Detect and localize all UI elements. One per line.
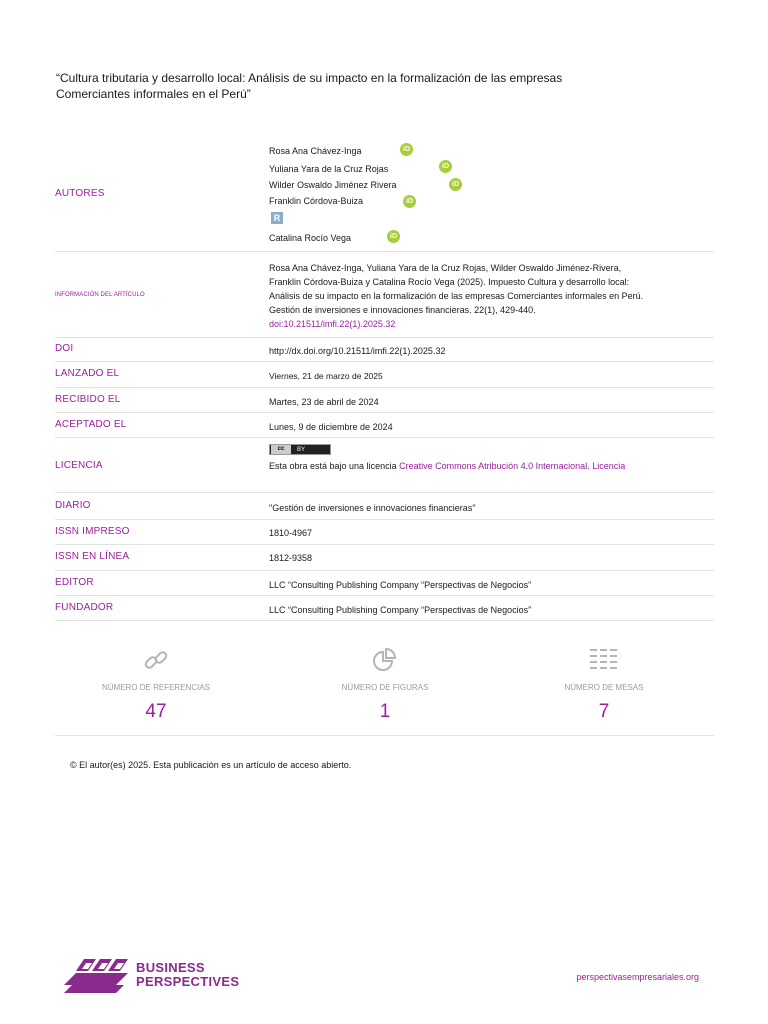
- accepted-value: Lunes, 9 de diciembre de 2024: [269, 422, 393, 432]
- doi-value[interactable]: http://dx.doi.org/10.21511/imfi.22(1).2025.32: [269, 346, 446, 356]
- issn-online-value: 1812-9358: [269, 553, 313, 563]
- author-name[interactable]: Franklin Córdova-Buiza: [269, 196, 364, 206]
- accepted-row: [55, 413, 714, 438]
- orcid-icon[interactable]: iD: [400, 143, 413, 156]
- issn-print-label: ISSN IMPRESO: [55, 526, 130, 537]
- citation-text: [269, 261, 649, 331]
- received-label: RECIBIDO EL: [55, 394, 121, 405]
- founder-value: LLC “Consulting Publishing Company “Perspectivas de Negocios”: [269, 605, 532, 615]
- pie-chart-icon: [371, 646, 399, 674]
- article-stats: [55, 640, 714, 736]
- released-row: [55, 362, 714, 388]
- orcid-icon[interactable]: iD: [403, 195, 416, 208]
- brand-name: [136, 961, 239, 989]
- author-name[interactable]: Catalina Rocío Vega: [269, 233, 352, 243]
- link-icon: [142, 646, 170, 674]
- issn-print-row: [55, 520, 714, 545]
- cc-by-badge[interactable]: [269, 444, 331, 455]
- doi-label: DOI: [55, 343, 74, 354]
- copyright-notice: © El autor(es) 2025. Esta publicación es un artículo de acceso abierto.: [70, 760, 352, 770]
- issn-online-row: [55, 545, 714, 571]
- publisher-row: [55, 571, 714, 596]
- figures-count: 1: [379, 701, 391, 722]
- publisher-label: EDITOR: [55, 577, 94, 588]
- license-link[interactable]: Creative Commons Atribución 4.0 Internacional. Licencia: [399, 461, 626, 471]
- license-row: [55, 438, 714, 493]
- founder-label: FUNDADOR: [55, 602, 114, 613]
- references-label: NÚMERO DE REFERENCIAS: [101, 683, 210, 692]
- founder-row: [55, 596, 714, 621]
- released-label: LANZADO EL: [55, 368, 120, 379]
- issn-print-value: 1810-4967: [269, 528, 313, 538]
- journal-value: "Gestión de inversiones e innovaciones financieras": [269, 503, 476, 513]
- author-name[interactable]: Wilder Oswaldo Jiménez Rivera: [269, 180, 397, 190]
- brand-line-1: BUSINESS: [136, 960, 205, 975]
- orcid-icon[interactable]: iD: [439, 160, 452, 173]
- issn-online-label: ISSN EN LÍNEA: [55, 551, 130, 562]
- authors-label: AUTORES: [55, 188, 105, 199]
- license-label: LICENCIA: [55, 460, 103, 471]
- accepted-label: ACEPTADO EL: [55, 419, 127, 430]
- received-row: [55, 388, 714, 413]
- citation-doi-link[interactable]: doi:10.21511/imfi.22(1).2025.32: [269, 319, 396, 329]
- tables-label: NÚMERO DE MESAS: [564, 683, 644, 692]
- references-count: 47: [145, 701, 167, 722]
- stat-tables: [504, 640, 704, 723]
- table-icon: [589, 646, 619, 674]
- orcid-icon[interactable]: iD: [449, 178, 462, 191]
- stat-references: [56, 640, 256, 723]
- doi-row: [55, 338, 714, 362]
- license-text: [269, 459, 649, 473]
- authors-row: [55, 140, 714, 252]
- article-info-row: [55, 252, 714, 338]
- tables-count: 7: [598, 701, 610, 722]
- figures-label: NÚMERO DE FIGURAS: [341, 683, 429, 692]
- brand-line-2: PERSPECTIVES: [136, 974, 240, 989]
- author-name[interactable]: Yuliana Yara de la Cruz Rojas: [269, 164, 389, 174]
- author-name[interactable]: Rosa Ana Chávez-Inga: [269, 146, 362, 156]
- citation-body: Rosa Ana Chávez-Inga, Yuliana Yara de la Cruz Rojas, Wilder Oswaldo Jiménez-Rivera, Franklin Córdova-Buiza y Catalina Rocío Vega (2025). Impuesto Cultura y desarrollo local: Análisis de su impacto en la formalización de las empresas Comerciantes informales en Perú. Gestión de inversiones e innovaciones financieras. 22(1), 429-440.: [269, 263, 644, 315]
- journal-label: DIARIO: [55, 500, 91, 511]
- website-link[interactable]: perspectivasempresariales.org: [576, 972, 699, 982]
- article-title: “Cultura tributaria y desarrollo local: Análisis de su impacto en la formalización de las empresas Comerciantes informales en el Perú”: [56, 71, 563, 101]
- released-value: Viernes, 21 de marzo de 2025: [269, 371, 383, 381]
- journal-row: [55, 493, 714, 520]
- publisher-value: LLC “Consulting Publishing Company “Perspectivas de Negocios”: [269, 580, 532, 590]
- by-icon: BY: [297, 446, 306, 453]
- cc-icon: cc: [271, 445, 291, 454]
- orcid-icon[interactable]: iD: [387, 230, 400, 243]
- license-prefix: Esta obra está bajo una licencia: [269, 461, 400, 471]
- researchgate-icon[interactable]: R: [271, 212, 283, 224]
- received-value: Martes, 23 de abril de 2024: [269, 397, 379, 407]
- article-info-label: INFORMACIÓN DEL ARTÍCULO: [55, 292, 145, 298]
- stat-figures: [285, 640, 485, 723]
